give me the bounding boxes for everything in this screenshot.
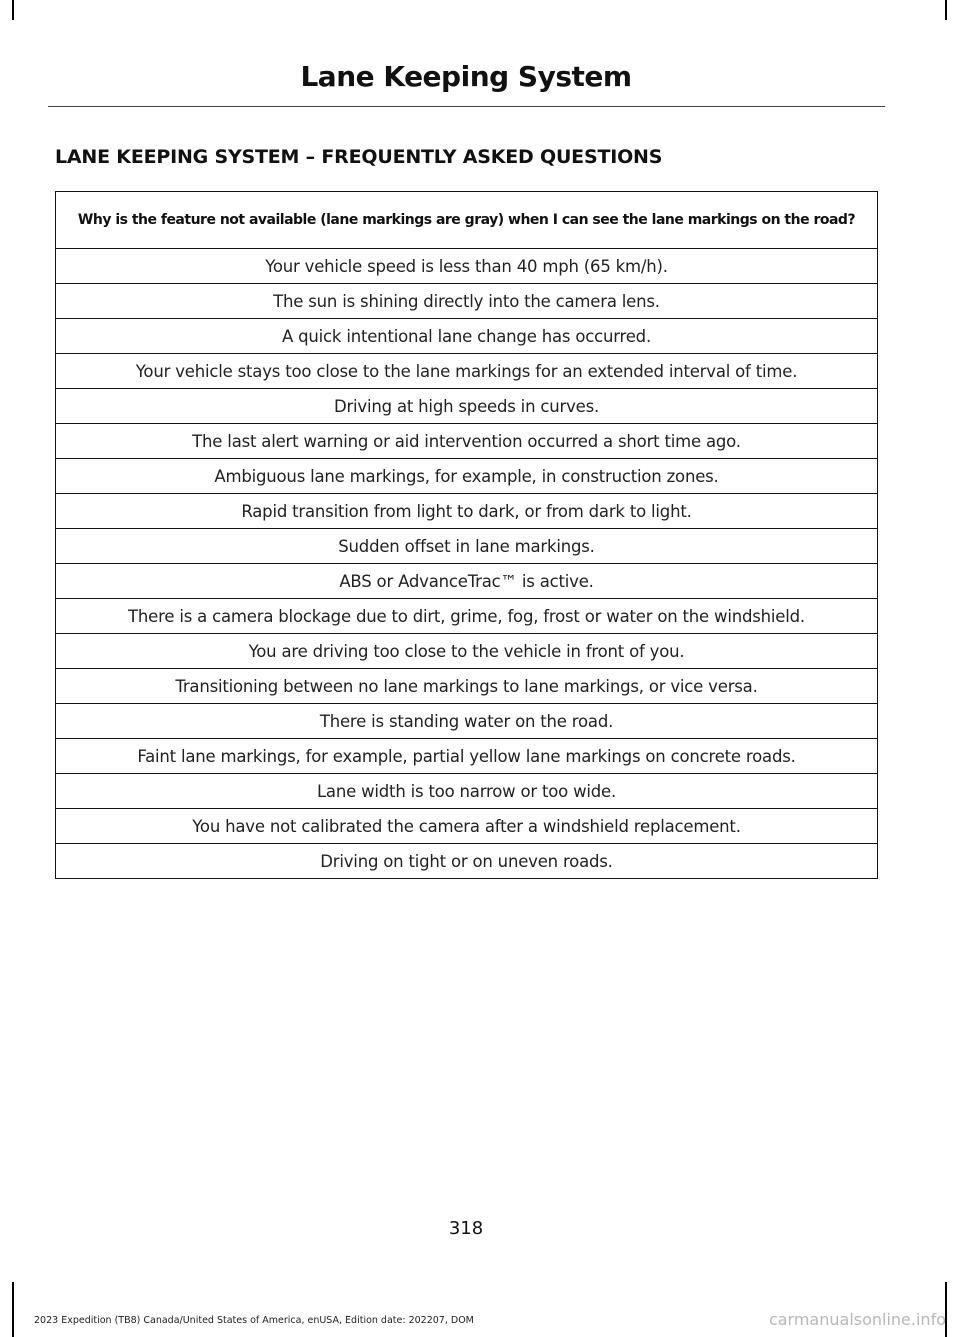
- table-row: [56, 249, 878, 284]
- faq-answer: Faint lane markings, for example, partial yellow lane markings on concrete roads.: [56, 739, 878, 774]
- table-row: [56, 424, 878, 459]
- table-row: [56, 739, 878, 774]
- faq-answer: A quick intentional lane change has occurred.: [56, 319, 878, 354]
- table-row: [56, 494, 878, 529]
- table-row: [56, 354, 878, 389]
- table-row: [56, 774, 878, 809]
- page-number: 318: [448, 1218, 484, 1239]
- faq-answer: Driving at high speeds in curves.: [56, 389, 878, 424]
- faq-question: Why is the feature not available (lane markings are gray) when I can see the lane markings on the road?: [56, 192, 878, 249]
- faq-table: [55, 191, 878, 879]
- table-row: [56, 564, 878, 599]
- faq-answer: Your vehicle stays too close to the lane markings for an extended interval of time.: [56, 354, 878, 389]
- faq-answer: Lane width is too narrow or too wide.: [56, 774, 878, 809]
- faq-answer: There is a camera blockage due to dirt, grime, fog, frost or water on the windshield.: [56, 599, 878, 634]
- table-row: [56, 809, 878, 844]
- faq-answer: Sudden offset in lane markings.: [56, 529, 878, 564]
- table-row: [56, 704, 878, 739]
- faq-answer: The last alert warning or aid intervention occurred a short time ago.: [56, 424, 878, 459]
- faq-answer: Driving on tight or on uneven roads.: [56, 844, 878, 879]
- faq-answer: Ambiguous lane markings, for example, in construction zones.: [56, 459, 878, 494]
- table-row: [56, 459, 878, 494]
- faq-answer: Rapid transition from light to dark, or from dark to light.: [56, 494, 878, 529]
- table-row: [56, 529, 878, 564]
- faq-answer: The sun is shining directly into the camera lens.: [56, 284, 878, 319]
- table-row: [56, 599, 878, 634]
- faq-answer: Your vehicle speed is less than 40 mph (65 km/h).: [56, 249, 878, 284]
- table-row: [56, 669, 878, 704]
- table-row: [56, 319, 878, 354]
- edition-info: 2023 Expedition (TB8) Canada/United States of America, enUSA, Edition date: 202207, DOM: [34, 1315, 474, 1326]
- faq-answer: ABS or AdvanceTrac™ is active.: [56, 564, 878, 599]
- table-row: [56, 634, 878, 669]
- faq-header-row: [56, 192, 878, 249]
- page-title: Lane Keeping System: [300, 60, 632, 93]
- table-row: [56, 389, 878, 424]
- faq-answer: You have not calibrated the camera after a windshield replacement.: [56, 809, 878, 844]
- crop-mark-bottom-left: [12, 1282, 14, 1337]
- title-divider: [48, 106, 885, 107]
- section-heading: LANE KEEPING SYSTEM – FREQUENTLY ASKED QUESTIONS: [55, 146, 663, 168]
- table-row: [56, 844, 878, 879]
- crop-mark-top-right: [945, 0, 947, 20]
- table-row: [56, 284, 878, 319]
- watermark: carmanualsonline.info: [768, 1310, 946, 1329]
- faq-answer: Transitioning between no lane markings to lane markings, or vice versa.: [56, 669, 878, 704]
- faq-answer: You are driving too close to the vehicle in front of you.: [56, 634, 878, 669]
- crop-mark-top-left: [12, 0, 14, 20]
- faq-answer: There is standing water on the road.: [56, 704, 878, 739]
